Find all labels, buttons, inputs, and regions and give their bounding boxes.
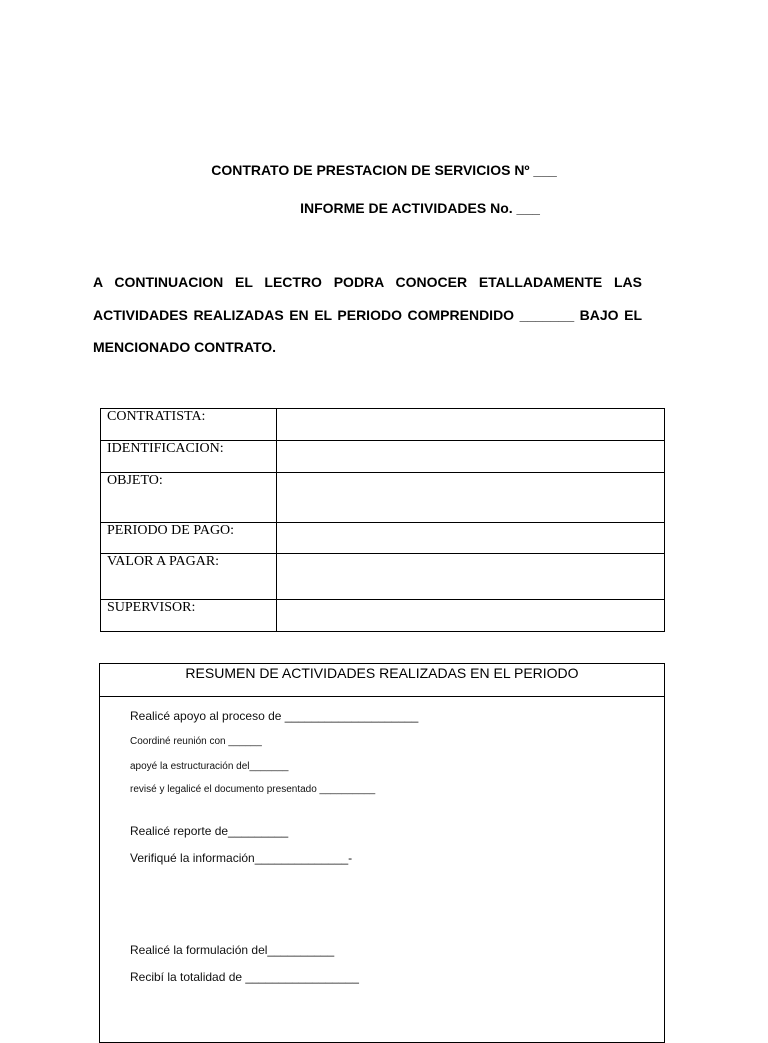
activity-item: Realicé reporte de_________ [130,824,289,838]
intro-line-3: MENCIONADO CONTRATO. [93,339,277,355]
intro-line-1: A CONTINUACION EL LECTRO PODRA CONOCER ETALLADAMENTE LAS [93,274,642,290]
activities-summary-box [99,663,665,1043]
periodo-pago-value[interactable] [277,523,665,554]
activity-item: Realicé la formulación del__________ [130,943,335,957]
valor-pagar-label: VALOR A PAGAR: [101,554,277,600]
intro-line-2: ACTIVIDADES REALIZADAS EN EL PERIODO COMPRENDIDO _______ BAJO EL [93,307,642,323]
activity-item: apoyé la estructuración del_______ [130,761,289,772]
contract-info-table [100,408,665,632]
table-row [101,523,665,554]
contratista-label: CONTRATISTA: [101,409,277,441]
supervisor-label: SUPERVISOR: [101,600,277,632]
periodo-pago-label: PERIODO DE PAGO: [101,523,277,554]
table-row [101,409,665,441]
contratista-value[interactable] [277,409,665,441]
report-title: INFORME DE ACTIVIDADES No. ___ [300,200,540,216]
table-row [101,441,665,473]
table-row [101,600,665,632]
valor-pagar-value[interactable] [277,554,665,600]
activity-item: revisé y legalicé el documento presentado __________ [130,784,376,795]
objeto-label: OBJETO: [101,473,277,523]
identificacion-value[interactable] [277,441,665,473]
identificacion-label: IDENTIFICACION: [101,441,277,473]
activity-item: Realicé apoyo al proceso de ____________________ [130,709,419,723]
summary-heading: RESUMEN DE ACTIVIDADES REALIZADAS EN EL PERIODO [100,664,664,697]
table-row [101,473,665,523]
supervisor-value[interactable] [277,600,665,632]
activity-item: Verifiqué la información______________- [130,851,353,865]
activity-item: Coordiné reunión con ______ [130,736,262,747]
table-row [101,554,665,600]
objeto-value[interactable] [277,473,665,523]
contract-title: CONTRATO DE PRESTACION DE SERVICIOS Nº ___ [211,162,557,178]
activity-item: Recibí la totalidad de _________________ [130,970,359,984]
